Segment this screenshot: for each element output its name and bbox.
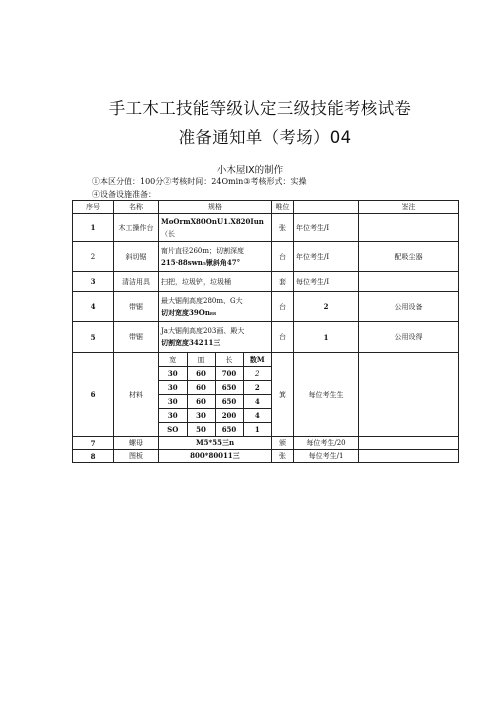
row-quantity: 每位考生/I — [294, 272, 359, 292]
row-name: 带锯 — [114, 292, 159, 322]
table-header-row — [73, 201, 459, 214]
material-sub-header — [159, 353, 271, 367]
sub-cell: 60 — [187, 381, 215, 395]
material-sub-row — [159, 367, 271, 381]
row-quantity: 年位考生/I — [294, 242, 359, 272]
row-spec-line2: 切割宽度34211三 — [161, 338, 221, 347]
row-quantity: 每位考生/1 — [294, 450, 359, 463]
row-spec-line2: 215·88swn₅锹斜角47° — [161, 257, 241, 267]
sub-cell: 200 — [215, 409, 243, 423]
header-unit: 唯位 — [272, 201, 294, 214]
table-row — [73, 322, 459, 353]
header-name: 名称 — [114, 201, 159, 214]
row-note — [359, 272, 459, 292]
sub-cell: 700 — [215, 367, 243, 381]
row-quantity: 每位考生生 — [294, 353, 359, 437]
row-name: 材料 — [114, 353, 159, 437]
row-note: 配吸尘器 — [359, 242, 459, 272]
row-note — [359, 353, 459, 437]
row-number: 4 — [73, 292, 114, 322]
material-sub-row — [159, 381, 271, 395]
row-unit: 套 — [272, 272, 294, 292]
sub-cell: 60 — [187, 395, 215, 409]
sub-cell: 30 — [159, 381, 187, 395]
sub-cell: 2 — [243, 381, 271, 395]
sub-header-width: 宽 — [159, 353, 187, 367]
sub-cell: 50 — [187, 423, 215, 437]
sub-cell: 60 — [187, 367, 215, 381]
row-spec — [159, 214, 272, 242]
row-spec: M5*55三n — [159, 437, 272, 450]
row-quantity: 每位考生/20 — [294, 437, 359, 450]
sub-cell: 30 — [187, 409, 215, 423]
row-number: 1 — [73, 214, 114, 242]
row-name: 带锯 — [114, 322, 159, 353]
row-note — [359, 214, 459, 242]
row-unit: 颁 — [272, 437, 294, 450]
row-spec-line1: Ja大锯削高度203画、殿大 — [161, 327, 245, 335]
row-spec: 800*80011三 — [159, 450, 272, 463]
sub-cell: 4 — [243, 409, 271, 423]
document-title: 手工木工技能等级认定三级技能考核试卷 — [108, 99, 412, 118]
row-spec-line1: 甯片直径260m；切割深度 — [161, 246, 244, 255]
table-row — [73, 214, 459, 242]
row-number: 6 — [73, 353, 114, 437]
table-row — [73, 450, 459, 463]
row-unit: 台 — [272, 322, 294, 353]
table-row — [73, 292, 459, 322]
row-spec — [159, 272, 272, 292]
sub-header-thickness: 皿 — [187, 353, 215, 367]
row-quantity: 2 — [294, 292, 359, 322]
row-spec-line1: 扫把，垃圾铲，垃圾桶 — [161, 277, 231, 286]
row-spec — [159, 292, 272, 322]
table-row — [73, 242, 459, 272]
sub-header-length: 长 — [215, 353, 243, 367]
material-sub-row — [159, 395, 271, 409]
sub-cell: 30 — [159, 367, 187, 381]
header-number: 序号 — [73, 201, 114, 214]
row-spec — [159, 242, 272, 272]
header-quantity — [294, 201, 359, 214]
row-name: 图板 — [114, 450, 159, 463]
row-unit: 台 — [272, 242, 294, 272]
row-quantity: 年位考生/I — [294, 214, 359, 242]
sub-cell: SO — [159, 423, 187, 437]
sub-cell: 4 — [243, 395, 271, 409]
row-spec-line1: MoOrmX80OnU1.X820Iun — [161, 216, 264, 226]
row-number: 2 — [73, 242, 114, 272]
row-note: 公用设备 — [359, 292, 459, 322]
row-name: 木工操作台 — [114, 214, 159, 242]
equipment-heading: ④设备设施准备： — [92, 190, 156, 199]
sub-cell: 650 — [215, 423, 243, 437]
table-row-material — [73, 353, 459, 437]
table-row — [73, 437, 459, 450]
row-name: 斜切锯 — [114, 242, 159, 272]
row-number: 3 — [73, 272, 114, 292]
row-unit: 张 — [272, 450, 294, 463]
sub-cell: 1 — [243, 423, 271, 437]
header-note: 峑注 — [359, 201, 459, 214]
row-number: 8 — [73, 450, 114, 463]
equipment-table — [72, 200, 459, 463]
row-spec-line2: 切对宽度39On₈₈ — [161, 307, 217, 317]
row-spec — [159, 322, 272, 353]
row-spec-line2: （长 — [161, 229, 175, 238]
task-name: 小木屋IX的制作 — [216, 165, 284, 176]
document-subtitle: 准备通知单（考场）04 — [178, 128, 352, 147]
row-quantity: 1 — [294, 322, 359, 353]
sub-header-count: 数M — [243, 353, 271, 367]
material-sub-row — [159, 409, 271, 423]
row-number: 7 — [73, 437, 114, 450]
exam-info-line: ①本区分值：100分②考核时间：24Omin③考核形式：实操 — [92, 177, 307, 186]
row-note: 公用设得 — [359, 322, 459, 353]
header-spec: 规格 — [159, 201, 272, 214]
row-unit: 张 — [272, 214, 294, 242]
row-spec-line1: 最大锯削高度280m、G大 — [161, 296, 243, 305]
row-number: 5 — [73, 322, 114, 353]
sub-cell: 2 — [243, 367, 271, 381]
row-unit: 台 — [272, 292, 294, 322]
sub-cell: 30 — [159, 409, 187, 423]
sub-cell: 30 — [159, 395, 187, 409]
row-note — [359, 437, 459, 450]
row-note — [359, 450, 459, 463]
material-spec-cell — [159, 353, 272, 437]
material-sub-row — [159, 423, 271, 437]
sub-cell: 650 — [215, 395, 243, 409]
sub-cell: 650 — [215, 381, 243, 395]
row-name: 螺母 — [114, 437, 159, 450]
row-name: 清洁用具 — [114, 272, 159, 292]
material-sub-table — [159, 353, 271, 436]
table-row — [73, 272, 459, 292]
row-unit: 箕 — [272, 353, 294, 437]
